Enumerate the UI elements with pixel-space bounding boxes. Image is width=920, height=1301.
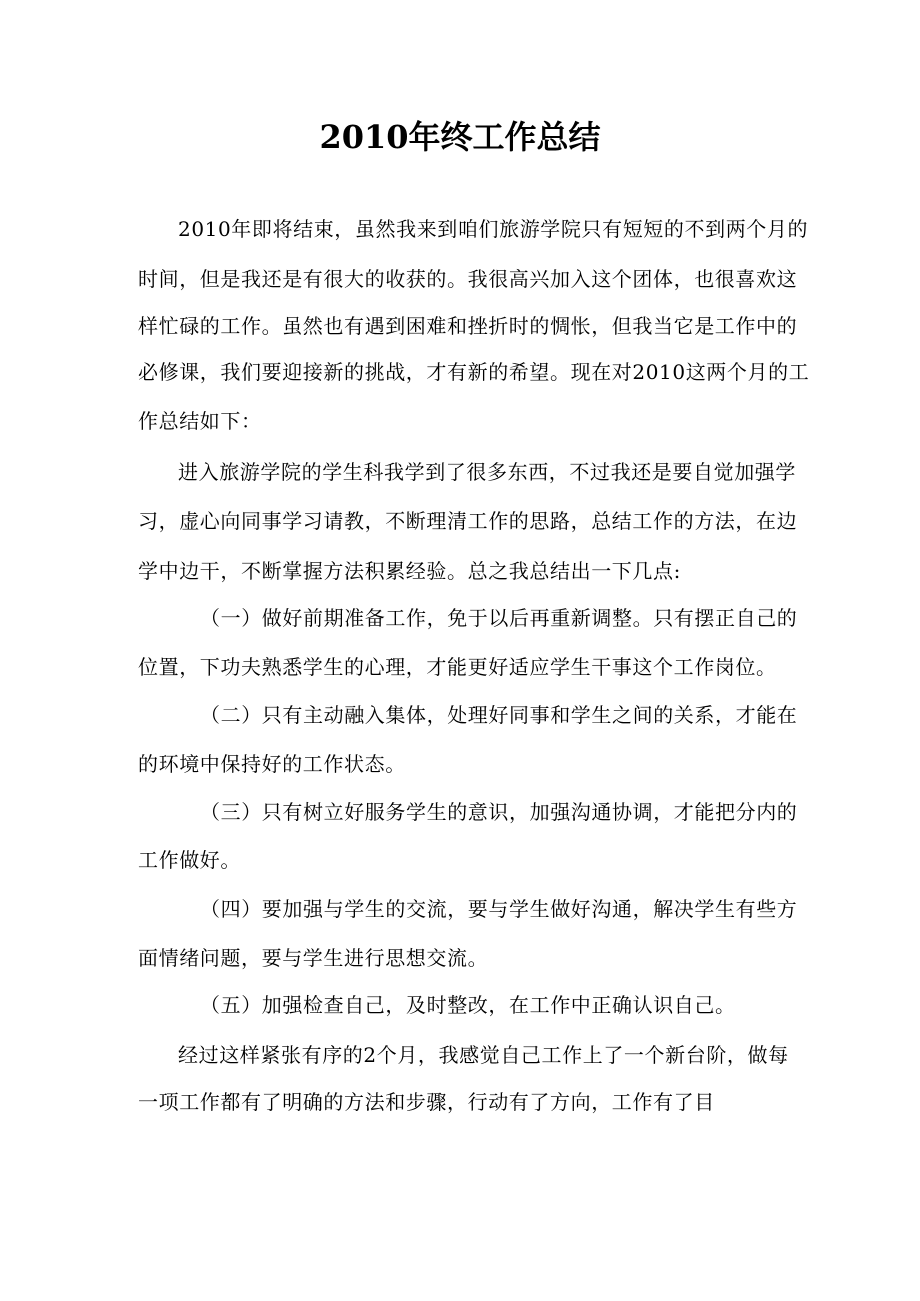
- body-line: 样忙碌的工作。虽然也有遇到困难和挫折时的惆怅，但我当它是工作中的: [138, 314, 798, 338]
- body-line: 位置，下功夫熟悉学生的心理，才能更好适应学生干事这个工作岗位。: [138, 655, 777, 679]
- body-line: 习，虚心向同事学习请教，不断理清工作的思路，总结工作的方法，在边: [138, 509, 798, 533]
- body-line: 必修课，我们要迎接新的挑战，才有新的希望。现在对2010这两个月的工: [138, 360, 810, 384]
- body-line: 经过这样紧张有序的2个月，我感觉自己工作上了一个新台阶，做每: [178, 1043, 789, 1067]
- body-line: 学中边干，不断掌握方法积累经验。总之我总结出一下几点:: [138, 559, 681, 583]
- body-line: 工作做好。: [138, 848, 241, 872]
- body-line: 2010年即将结束，虽然我来到咱们旅游学院只有短短的不到两个月的: [178, 217, 809, 241]
- list-item-line: （一）做好前期准备工作，免于以后再重新调整。只有摆正自己的: [200, 606, 798, 630]
- body-line: 一项工作都有了明确的方法和步骤，行动有了方向，工作有了目: [138, 1090, 715, 1114]
- body-line: 作总结如下：: [138, 409, 262, 433]
- body-line: 时间，但是我还是有很大的收获的。我很高兴加入这个团体，也很喜欢这: [138, 267, 798, 291]
- list-item-line: （三）只有树立好服务学生的意识，加强沟通协调，才能把分内的: [200, 800, 798, 824]
- body-line: 进入旅游学院的学生科我学到了很多东西，不过我还是要自觉加强学: [178, 460, 796, 484]
- list-item-line: （二）只有主动融入集体，处理好同事和学生之间的关系，才能在: [200, 703, 798, 727]
- document-title: 2010年终工作总结: [319, 118, 601, 156]
- list-item-line: （四）要加强与学生的交流，要与学生做好沟通，解决学生有些方: [200, 897, 798, 921]
- body-line: 面情绪问题，要与学生进行思想交流。: [138, 946, 489, 970]
- body-line: 的环境中保持好的工作状态。: [138, 752, 406, 776]
- list-item-line: （五）加强检查自己，及时整改，在工作中正确认识自己。: [200, 993, 736, 1017]
